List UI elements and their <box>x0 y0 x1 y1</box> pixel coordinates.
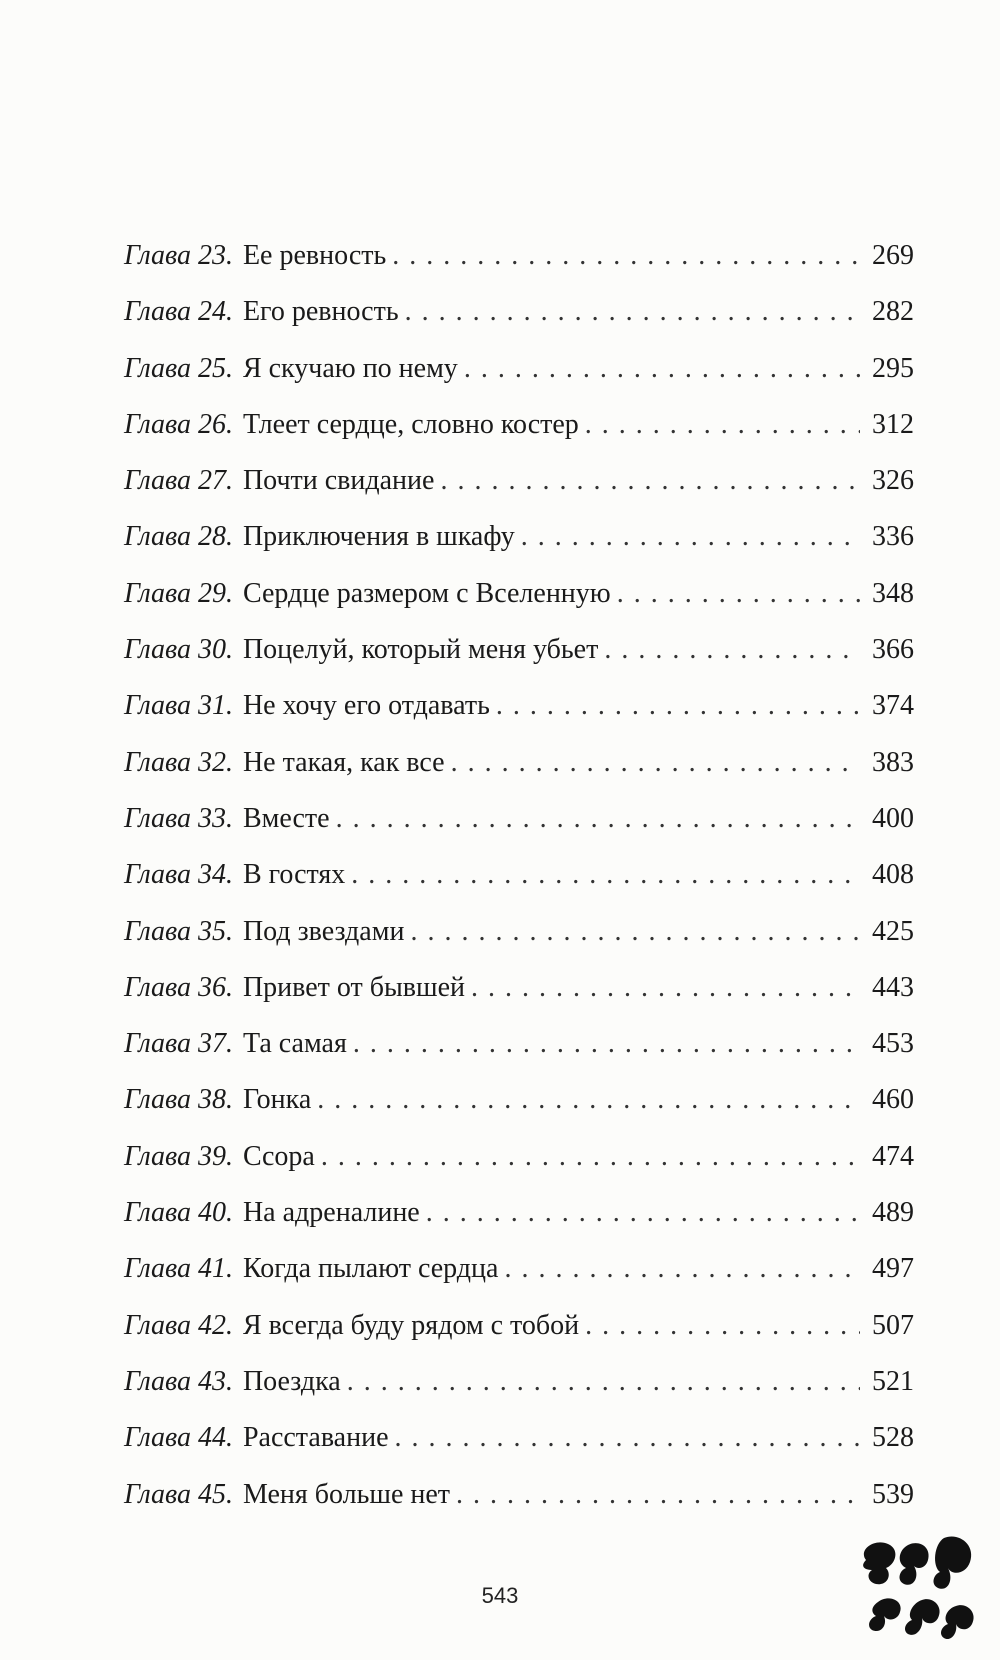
chapter-label: Глава 26. <box>124 408 233 440</box>
dot-leader <box>451 749 860 777</box>
ornament-icon <box>848 1530 988 1650</box>
chapter-title: Почти свидание <box>242 465 435 497</box>
chapter-label: Глава 35. <box>124 915 233 947</box>
page-number: 521 <box>872 1365 914 1397</box>
page-number: 460 <box>872 1084 914 1116</box>
chapter-label: Глава 28. <box>124 521 233 553</box>
page-number: 528 <box>872 1422 914 1454</box>
toc-entry[interactable] <box>124 577 914 636</box>
page-number: 326 <box>872 465 914 497</box>
toc-entry[interactable] <box>124 523 914 579</box>
chapter-title: Поездка <box>242 1365 341 1397</box>
chapter-label: Глава 38. <box>124 1084 233 1116</box>
dot-leader <box>521 523 860 551</box>
page-number: 269 <box>872 240 914 271</box>
chapter-label: Глава 45. <box>124 1478 233 1510</box>
chapter-title: Я скучаю по нему <box>242 352 458 384</box>
dot-leader <box>504 1255 860 1283</box>
page-number: 408 <box>872 859 914 891</box>
table-of-contents <box>124 242 914 1537</box>
dot-leader <box>351 861 860 889</box>
chapter-label: Глава 40. <box>124 1197 233 1229</box>
dot-leader <box>321 1143 860 1171</box>
chapter-title: Расставание <box>242 1422 389 1454</box>
page-number: 443 <box>872 971 914 1003</box>
dot-leader <box>405 298 860 326</box>
chapter-title: Ссора <box>242 1140 315 1172</box>
toc-entry[interactable] <box>124 242 914 298</box>
chapter-title: Вместе <box>242 802 330 834</box>
toc-entry[interactable] <box>124 746 914 805</box>
dot-leader <box>604 636 860 664</box>
chapter-label: Глава 33. <box>124 802 233 834</box>
toc-entry[interactable] <box>124 861 914 917</box>
chapter-label: Глава 37. <box>124 1028 233 1060</box>
toc-entry[interactable] <box>124 915 914 974</box>
page-number: 497 <box>872 1253 914 1285</box>
chapter-title: Та самая <box>242 1028 347 1060</box>
page-number: 507 <box>872 1309 914 1341</box>
dot-leader <box>410 918 860 946</box>
dot-leader <box>336 805 860 833</box>
chapter-title: Я всегда буду рядом с тобой <box>242 1309 580 1341</box>
dot-leader <box>617 580 860 608</box>
toc-entry[interactable] <box>124 1309 914 1368</box>
toc-entry[interactable] <box>124 352 914 411</box>
dot-leader <box>585 411 860 439</box>
chapter-label: Глава 36. <box>124 971 233 1003</box>
chapter-label: Глава 25. <box>124 352 233 384</box>
dot-leader <box>353 1030 860 1058</box>
dot-leader <box>456 1481 860 1509</box>
chapter-title: Приключения в шкафу <box>242 521 515 553</box>
page-number: 474 <box>872 1140 914 1172</box>
chapter-label: Глава 30. <box>124 634 233 666</box>
toc-entry[interactable] <box>124 1140 914 1199</box>
page-number: 374 <box>872 690 914 722</box>
page-number: 539 <box>872 1478 914 1510</box>
chapter-title: Когда пылают сердца <box>242 1253 499 1285</box>
dot-leader <box>471 974 860 1002</box>
dot-leader <box>426 1199 860 1227</box>
chapter-label: Глава 27. <box>124 465 233 497</box>
toc-entry[interactable] <box>124 467 914 523</box>
chapter-label: Глава 31. <box>124 690 233 722</box>
dot-leader <box>347 1368 860 1396</box>
dot-leader <box>440 467 860 495</box>
dot-leader <box>496 692 860 720</box>
chapter-title: Сердце размером с Вселенную <box>242 577 611 609</box>
page-number: 453 <box>872 1028 914 1060</box>
toc-entry[interactable] <box>124 802 914 861</box>
chapter-title: Поцелуй, который меня убьет <box>242 634 599 666</box>
dot-leader <box>585 1312 860 1340</box>
page-number: 336 <box>872 521 914 553</box>
dot-leader <box>464 355 860 383</box>
chapter-title: Его ревность <box>242 296 399 328</box>
toc-entry[interactable] <box>124 298 914 354</box>
page-number: 366 <box>872 634 914 666</box>
chapter-label: Глава 32. <box>124 746 233 778</box>
chapter-title: На адреналине <box>242 1197 420 1229</box>
page-number: 348 <box>872 577 914 609</box>
chapter-label: Глава 34. <box>124 859 233 891</box>
chapter-title: Гонка <box>242 1084 312 1116</box>
dot-leader <box>395 1424 861 1452</box>
toc-entry[interactable] <box>124 1086 914 1142</box>
chapter-label: Глава 23. <box>124 240 233 271</box>
chapter-label: Глава 43. <box>124 1365 233 1397</box>
chapter-title: Ее ревность <box>242 240 387 271</box>
chapter-label: Глава 29. <box>124 577 233 609</box>
page-number: 383 <box>872 746 914 778</box>
page-folio: 543 <box>481 1583 519 1608</box>
chapter-title: Привет от бывшей <box>242 971 465 1003</box>
chapter-title: Не хочу его отдавать <box>242 690 490 722</box>
chapter-title: Не такая, как все <box>242 746 445 778</box>
chapter-label: Глава 39. <box>124 1140 233 1172</box>
toc-entry[interactable] <box>124 636 914 692</box>
chapter-title: Тлеет сердце, словно костер <box>242 408 579 440</box>
page-number: 295 <box>872 352 914 384</box>
page-number: 282 <box>872 296 914 328</box>
toc-entry[interactable] <box>124 1478 914 1537</box>
toc-entry[interactable] <box>124 1030 914 1086</box>
chapter-title: Меня больше нет <box>242 1478 451 1510</box>
chapter-label: Глава 44. <box>124 1422 233 1454</box>
toc-entry[interactable] <box>124 1199 914 1255</box>
chapter-title: В гостях <box>242 859 346 891</box>
page-number: 425 <box>872 915 914 947</box>
toc-entry[interactable] <box>124 692 914 748</box>
chapter-label: Глава 41. <box>124 1253 233 1285</box>
page-number: 312 <box>872 408 914 440</box>
dot-leader <box>392 242 860 270</box>
toc-entry[interactable] <box>124 971 914 1030</box>
toc-entry[interactable] <box>124 1365 914 1424</box>
chapter-title: Под звездами <box>242 915 405 947</box>
toc-entry[interactable] <box>124 1255 914 1311</box>
chapter-label: Глава 24. <box>124 296 233 328</box>
page-number: 489 <box>872 1197 914 1229</box>
toc-entry[interactable] <box>124 408 914 467</box>
toc-entry[interactable] <box>124 1424 914 1480</box>
chapter-label: Глава 42. <box>124 1309 233 1341</box>
page-number: 400 <box>872 802 914 834</box>
dot-leader <box>317 1086 860 1114</box>
